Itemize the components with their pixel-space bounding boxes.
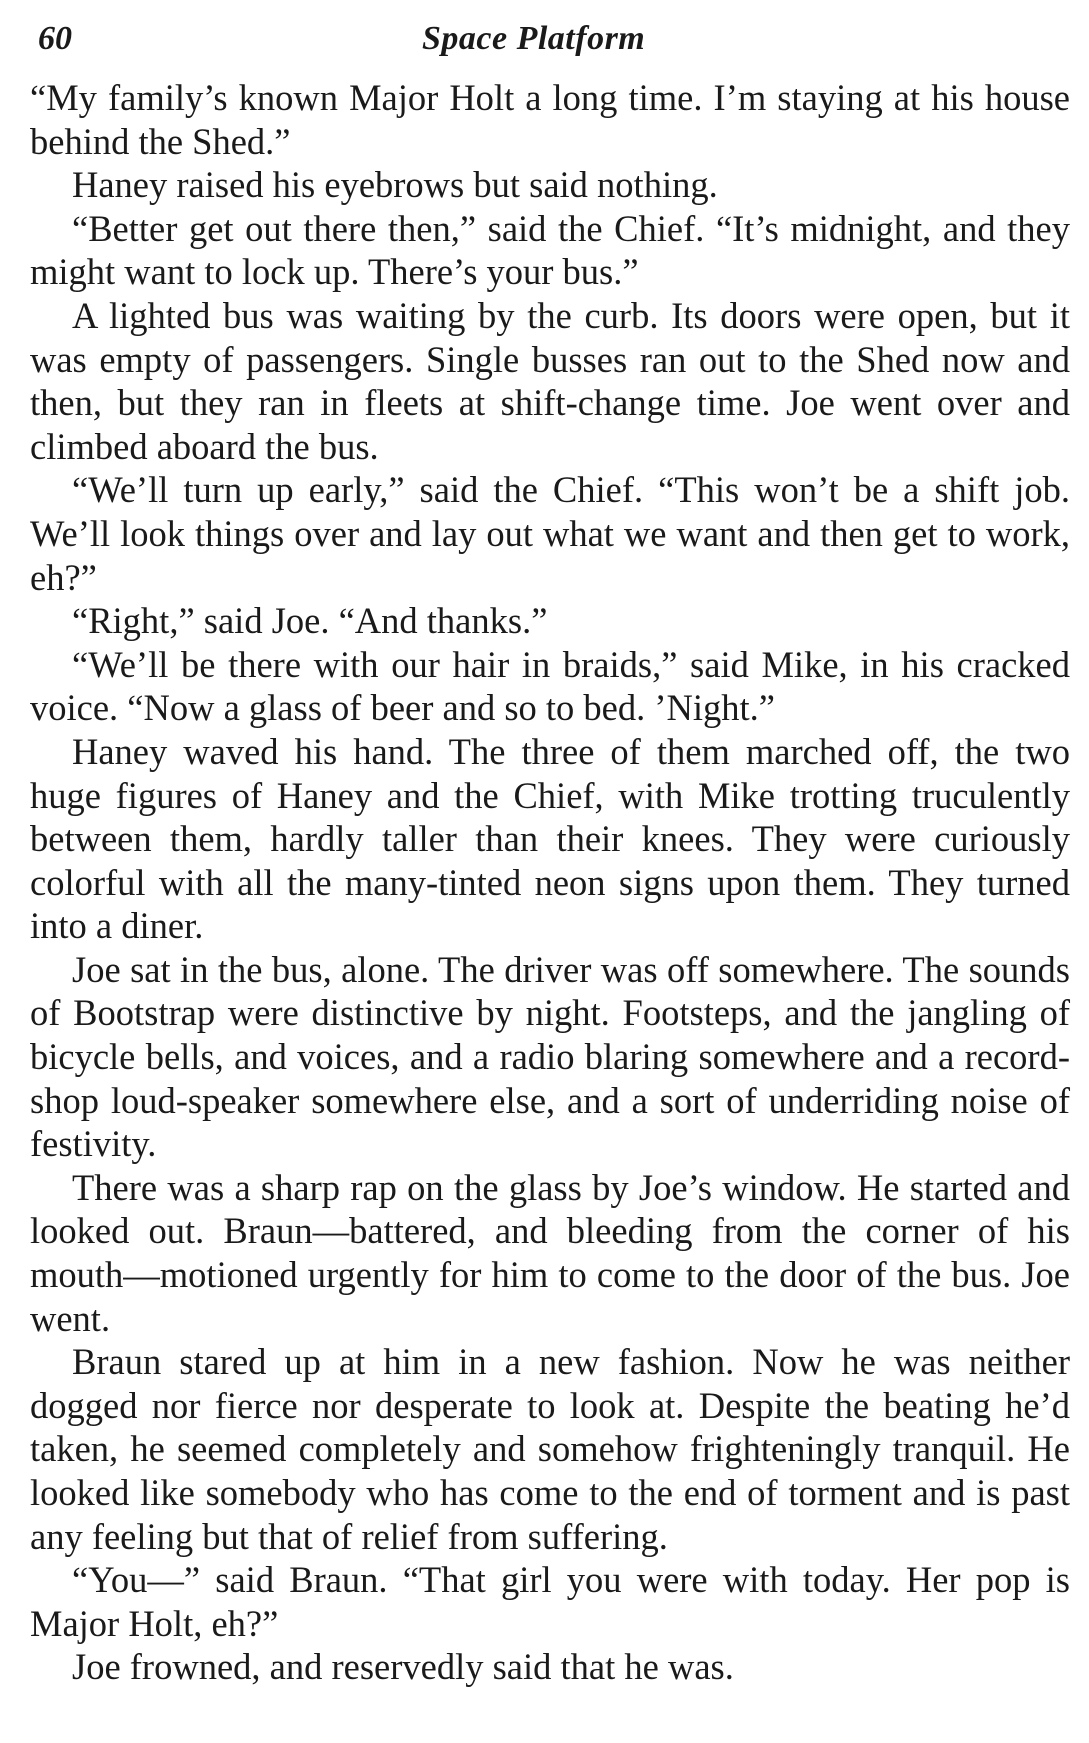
paragraph: Haney raised his eyebrows but said nothing.	[72, 164, 718, 206]
running-head	[30, 14, 1070, 64]
paragraph: “You—” said Braun. “That girl you were with today. Her pop is Major Holt, eh?”	[30, 1559, 1070, 1644]
paragraph: “Better get out there then,” said the Chief. “It’s midnight, and they might want to lock up. There’s your bus.”	[30, 207, 1070, 293]
body-text	[30, 76, 1070, 1689]
paragraph: “Right,” said Joe. “And thanks.”	[72, 600, 548, 642]
paragraph: “We’ll turn up early,” said the Chief. “This won’t be a shift job. We’ll look things over and lay out what we want and then get to work, eh?”	[30, 469, 1070, 598]
paragraph: “My family’s known Major Holt a long time. I’m staying at his house behind the Shed.”	[30, 77, 1070, 162]
paragraph: Braun stared up at him in a new fashion. Now he was neither dogged nor fierce nor desperate to look at. Despite the beating he’d taken, he seemed completely and somehow frighteningly tranquil. He looked like somebody who has come to the end of torment and is past any feeling but that of relief from suffering.	[30, 1341, 1070, 1557]
paragraph: There was a sharp rap on the glass by Joe’s window. He started and looked out. Braun—battered, and bleeding from the corner of his mouth—motioned urgently for him to come to the door of the bus. Joe went.	[30, 1166, 1070, 1339]
paragraph: Haney waved his hand. The three of them marched off, the two huge figures of Haney and the Chief, with Mike trotting truculently between them, hardly taller than their knees. They were curiously colorful with all the many-tinted neon signs upon them. They turned into a diner.	[30, 730, 1070, 947]
paragraph: Joe sat in the bus, alone. The driver was off somewhere. The sounds of Bootstrap were distinctive by night. Footsteps, and the jangling of bicycle bells, and voices, and a radio blaring somewhere and a record-shop loud-speaker somewhere else, and a sort of underriding noise of festivity.	[30, 948, 1070, 1165]
page-number: 60	[38, 20, 72, 57]
paragraph: Joe frowned, and reservedly said that he was.	[72, 1646, 734, 1688]
running-title: Space Platform	[422, 20, 646, 57]
paragraph: “We’ll be there with our hair in braids,” said Mike, in his cracked voice. “Now a glass of beer and so to bed. ’Night.”	[30, 643, 1070, 729]
paragraph: A lighted bus was waiting by the curb. Its doors were open, but it was empty of passengers. Single busses ran out to the Shed now and then, but they ran in fleets at shift-change time. Joe went over and climbed aboard the bus.	[30, 294, 1070, 467]
